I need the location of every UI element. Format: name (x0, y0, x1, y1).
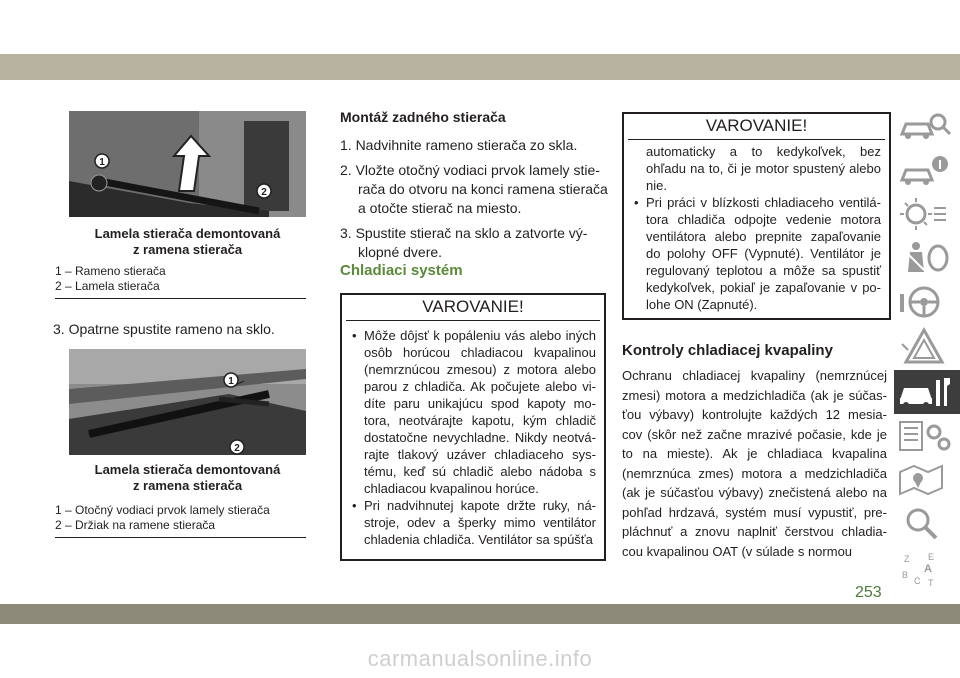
index-search-icon[interactable] (894, 502, 960, 546)
svg-text:T: T (928, 578, 934, 588)
rear-wiper-heading: Montáž zadného stierača (340, 109, 506, 125)
watermark: carmanualsonline.info (367, 646, 593, 671)
seatbelt-airbag-icon[interactable] (894, 236, 960, 280)
figure2-legend (55, 503, 305, 533)
legend-item: 2 – Lamela stierača (55, 279, 160, 293)
divider (55, 537, 306, 538)
divider (55, 298, 306, 299)
car-service-tools-icon[interactable] (894, 370, 960, 414)
svg-text:1: 1 (99, 157, 105, 168)
warning-continuation: automaticky a to kedykoľvek, bez ohľadu na to, či je motor spustený alebo nie. (646, 144, 881, 193)
coolant-checks-heading: Kontroly chladiacej kvapaliny (622, 342, 833, 359)
legend-item: 2 – Držiak na ramene stierača (55, 518, 216, 532)
warning-title: VAROVANIE! (628, 114, 885, 140)
figure1-legend (55, 264, 305, 294)
svg-text:2: 2 (261, 187, 267, 198)
specifications-gears-icon[interactable] (894, 414, 960, 458)
middle-column (340, 108, 608, 268)
svg-text:E: E (928, 552, 935, 562)
svg-text:C: C (914, 576, 921, 586)
map-pin-icon[interactable] (894, 458, 960, 502)
step-item: 3. Spustite stierač na sklo a zatvorte vý- klopné dvere. (340, 225, 588, 260)
car-info-icon[interactable] (894, 148, 960, 192)
wiper-photo-2 (69, 349, 306, 455)
warning-box (340, 293, 606, 561)
svg-text:Z: Z (904, 554, 910, 564)
warning-box-continued (622, 112, 891, 320)
section-title: Chladiaci systém (340, 262, 463, 279)
svg-text:B: B (902, 570, 909, 580)
warning-lights-icon[interactable] (894, 192, 960, 236)
svg-text:1: 1 (228, 376, 234, 387)
step-3-text: 3. Opatrne spustite rameno na sklo. (53, 321, 275, 337)
footer-bar (0, 604, 960, 624)
legend-item: 1 – Otočný vodiaci prvok lamely stierača (55, 503, 270, 517)
coolant-checks-paragraph: Ochranu chladiacej kvapaliny (nemrznúcej zmesi) motora a medzichladiča (ak je súčas- ťou výbavy) kontrolujte každých 12 mesia- cov (skôr než začne mrazivé počasie, kde je to na mieste). Ak je chladiaca kvapalina (nemrznúca zmes) motora a medzichladiča (ak je súčasťou výbavy) znečistená alebo na pohľad hrdzavá, systém musí vypustiť, pre- pláchnuť a znovu naplniť čerstvou chladia- cou kvapalinou OAT (v súlade s normou (622, 368, 887, 559)
language-letters-icon[interactable] (894, 546, 960, 590)
warning-bullet: • Pri nadvihnutej kapote držte ruky, ná- stroje, odev a šperky mimo ventilátor chladenia chladiča. Ventilátor sa spúšťa (352, 497, 596, 548)
hazard-triangle-icon[interactable] (894, 324, 960, 368)
car-search-icon[interactable] (894, 104, 960, 148)
step-item: 1. Nadvihnite rameno stierača zo skla. (340, 137, 578, 153)
warning-bullet: • Pri práci v blízkosti chladiaceho ventilá- tora chladiča odpojte vedenie motora ventilátora alebo prepnite zapaľovanie do polohy OFF (Vypnuté). Ventilátor je regulovaný teplotou a môže sa spustiť kedykoľvek, pokiaľ je zapaľovanie v po- lohe ON (Zapnuté). (634, 194, 881, 313)
header-bar (0, 54, 960, 80)
steering-wheel-icon[interactable] (894, 280, 960, 324)
figure1-caption: Lamela stierača demontovaná z ramena stierača (94, 226, 281, 257)
page-number: 253 (855, 584, 882, 601)
figure2-caption: Lamela stierača demontovaná z ramena stierača (94, 462, 281, 493)
svg-text:2: 2 (234, 443, 240, 454)
legend-item: 1 – Rameno stierača (55, 264, 166, 278)
warning-bullet: • Môže dôjsť k popáleniu vás alebo iných osôb horúcou chladiacou kvapalinou (nemrznúcou zmesou) z motora alebo parou z chladiča. Ak počujete alebo vi- díte paru unikajúcu spod kapoty mo- tora, neotvárajte kapotu, kým chladič dostatočne nevychladne. Nikdy neotvá- rajte tlakový uzáver chladiaceho sys- tému, keď sú chladič alebo nádoba s chladiacou kvapalinou horúce. (352, 327, 596, 497)
wiper-photo-1 (69, 111, 306, 217)
svg-text:A: A (924, 563, 932, 575)
step-item: 2. Vložte otočný vodiaci prvok lamely stie- rača do otvoru na konci ramena stierača a otočte stierač na miesto. (340, 162, 608, 216)
warning-title: VAROVANIE! (346, 295, 600, 321)
